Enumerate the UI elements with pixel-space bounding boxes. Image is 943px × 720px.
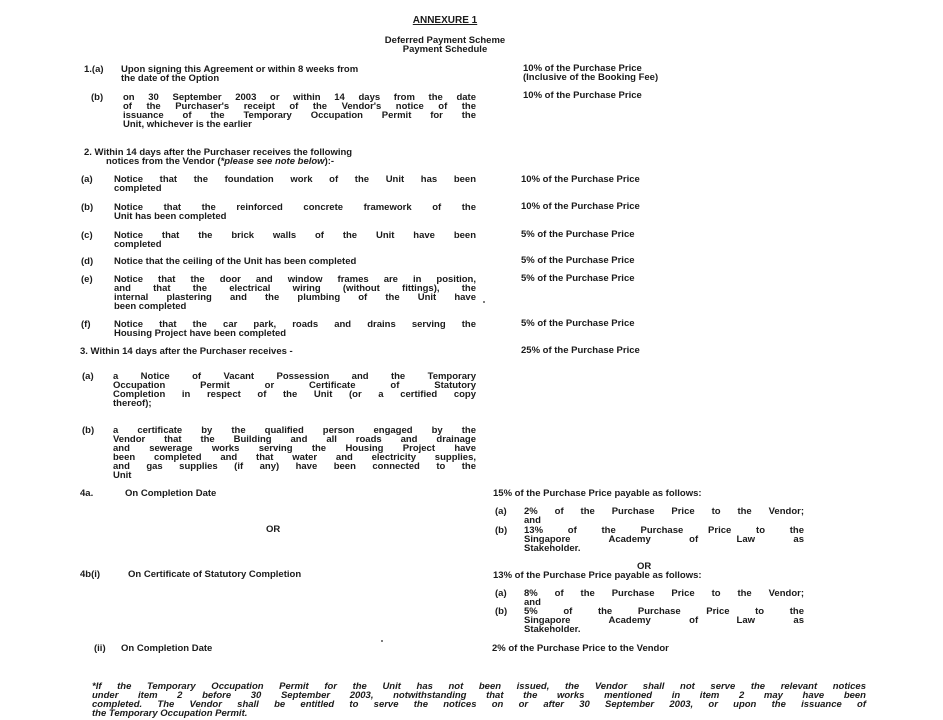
item-3b-line: a certificate by the qualified person engaged by the — [113, 425, 476, 436]
item-1a-line: the date of the Option — [121, 73, 220, 84]
item-2b-line: Notice that the reinforced concrete framework of the — [114, 202, 476, 213]
item-3b-line: Vendor that the Building and all roads and drainage — [113, 434, 476, 445]
item-1a-number: 1.(a) — [84, 64, 104, 75]
item-4a-sub-b-line: Singapore Academy of Law as — [524, 534, 804, 545]
item-4b-sub-b-line: Stakeholder. — [524, 624, 581, 635]
item-3a-number: (a) — [82, 371, 94, 382]
or-separator-right: OR — [637, 561, 652, 572]
item-4b-and: and — [524, 597, 541, 608]
item-4b-sub-b-line: Singapore Academy of Law as — [524, 615, 804, 626]
item-4bi-number: 4b(i) — [80, 569, 101, 580]
item-1a-amount: 10% of the Purchase Price — [523, 63, 642, 74]
item-4a-sub-a-number: (a) — [495, 506, 507, 517]
item-2f-amount: 5% of the Purchase Price — [521, 318, 635, 329]
item-1b-line: issuance of the Temporary Occupation Permit for the — [123, 110, 476, 121]
item-2a-number: (a) — [81, 174, 93, 185]
item-2e-amount: 5% of the Purchase Price — [521, 273, 635, 284]
item-3-amount: 25% of the Purchase Price — [521, 345, 640, 356]
item-1b-amount: 10% of the Purchase Price — [523, 90, 642, 101]
item-2e-line: and that the electrical wiring (without fittings), the — [114, 283, 476, 294]
item-2a-line: Notice that the foundation work of the Unit has been — [114, 174, 476, 185]
item-4a-number: 4a. — [80, 488, 94, 499]
item-4b-sub-b-number: (b) — [495, 606, 508, 617]
item-3a-line: Occupation Permit or Certificate of Statutory — [113, 380, 476, 391]
item-4b-sub-b-line: 5% of the Purchase Price to the — [524, 606, 804, 617]
scan-speck — [381, 640, 383, 642]
item-2b-line: Unit has been completed — [114, 211, 227, 222]
item-2b-number: (b) — [81, 202, 94, 213]
item-4bii-amount: 2% of the Purchase Price to the Vendor — [492, 643, 669, 654]
item-1b-line: Unit, whichever is the earlier — [123, 119, 252, 130]
item-3a-line: a Notice of Vacant Possession and the Temporary — [113, 371, 476, 382]
annexure-title: ANNEXURE 1 — [412, 15, 478, 26]
item-2a-line: completed — [114, 183, 162, 194]
footnote-line: the Temporary Occupation Permit. — [92, 708, 248, 719]
item-1b-number: (b) — [91, 92, 104, 103]
item-2f-number: (f) — [81, 319, 91, 330]
item-3b-line: Unit — [113, 470, 132, 481]
item-2c-line: completed — [114, 239, 162, 250]
item-4a-sub-b-number: (b) — [495, 525, 508, 536]
item-3b-number: (b) — [82, 425, 95, 436]
item-2b-amount: 10% of the Purchase Price — [521, 201, 640, 212]
item-2e-line: Notice that the door and window frames are in position, — [114, 274, 476, 285]
or-separator-left: OR — [266, 524, 281, 535]
item-4bii-number: (ii) — [94, 643, 106, 654]
item-4a-sub-a: 2% of the Purchase Price to the Vendor; — [524, 506, 804, 517]
item-2d-line: Notice that the ceiling of the Unit has been completed — [114, 256, 357, 267]
item-3b-line: been completed and that water and electricity supplies, — [113, 452, 476, 463]
item-2c-amount: 5% of the Purchase Price — [521, 229, 635, 240]
schedule-title: Payment Schedule — [402, 44, 488, 55]
item-2d-number: (d) — [81, 256, 94, 267]
item-2f-line: Notice that the car park, roads and drains serving the — [114, 319, 476, 330]
item-1b-line: of the Purchaser's receipt of the Vendor's notice of the — [123, 101, 476, 112]
item-4a-and: and — [524, 515, 541, 526]
item-4b-sub-a: 8% of the Purchase Price to the Vendor; — [524, 588, 804, 599]
item-4a-sub-b-line: Stakeholder. — [524, 543, 581, 554]
item-3a-line: Completion in respect of the Unit (or a certified copy — [113, 389, 476, 400]
footnote-line: under item 2 before 30 September 2003, notwithstanding that the works mentioned in item 2 may have been — [92, 690, 866, 701]
item-3-intro: 3. Within 14 days after the Purchaser receives - — [80, 346, 293, 357]
scheme-title: Deferred Payment Scheme — [384, 35, 506, 46]
item-4bi-label: On Certificate of Statutory Completion — [128, 569, 302, 580]
item-3b-line: and sewerage works serving the Housing Project have — [113, 443, 476, 454]
item-2d-amount: 5% of the Purchase Price — [521, 255, 635, 266]
item-2e-line: internal plastering and the plumbing of the Unit have — [114, 292, 476, 303]
item-2a-amount: 10% of the Purchase Price — [521, 174, 640, 185]
item-4bii-label: On Completion Date — [121, 643, 213, 654]
item-2e-number: (e) — [81, 274, 93, 285]
item-2-intro: 2. Within 14 days after the Purchaser receives the following — [84, 147, 353, 158]
item-3a-line: thereof); — [113, 398, 152, 409]
item-2c-line: Notice that the brick walls of the Unit have been — [114, 230, 476, 241]
item-4bi-amount: 13% of the Purchase Price payable as follows: — [493, 570, 702, 581]
footnote-line: completed. The Vendor shall be entitled to serve the notices on or after 30 September 2003, or upon the issuance of — [92, 699, 866, 710]
item-3b-line: and gas supplies (if any) have been connected to the — [113, 461, 476, 472]
item-2-intro-cont: notices from the Vendor (*please see note below):- — [106, 156, 335, 167]
item-4a-sub-b-line: 13% of the Purchase Price to the — [524, 525, 804, 536]
item-2c-number: (c) — [81, 230, 93, 241]
scan-speck — [483, 301, 485, 303]
item-1a-amount-note: (Inclusive of the Booking Fee) — [523, 72, 659, 83]
item-4a-amount: 15% of the Purchase Price payable as follows: — [493, 488, 702, 499]
item-1b-line: on 30 September 2003 or within 14 days from the date — [123, 92, 476, 103]
footnote-line: *If the Temporary Occupation Permit for the Unit has not been issued, the Vendor shall not serve the relevant notices — [92, 681, 866, 692]
item-4a-label: On Completion Date — [125, 488, 217, 499]
item-1a-line: Upon signing this Agreement or within 8 weeks from — [121, 64, 359, 75]
item-2f-line: Housing Project have been completed — [114, 328, 287, 339]
item-2e-line: been completed — [114, 301, 187, 312]
item-4b-sub-a-number: (a) — [495, 588, 507, 599]
